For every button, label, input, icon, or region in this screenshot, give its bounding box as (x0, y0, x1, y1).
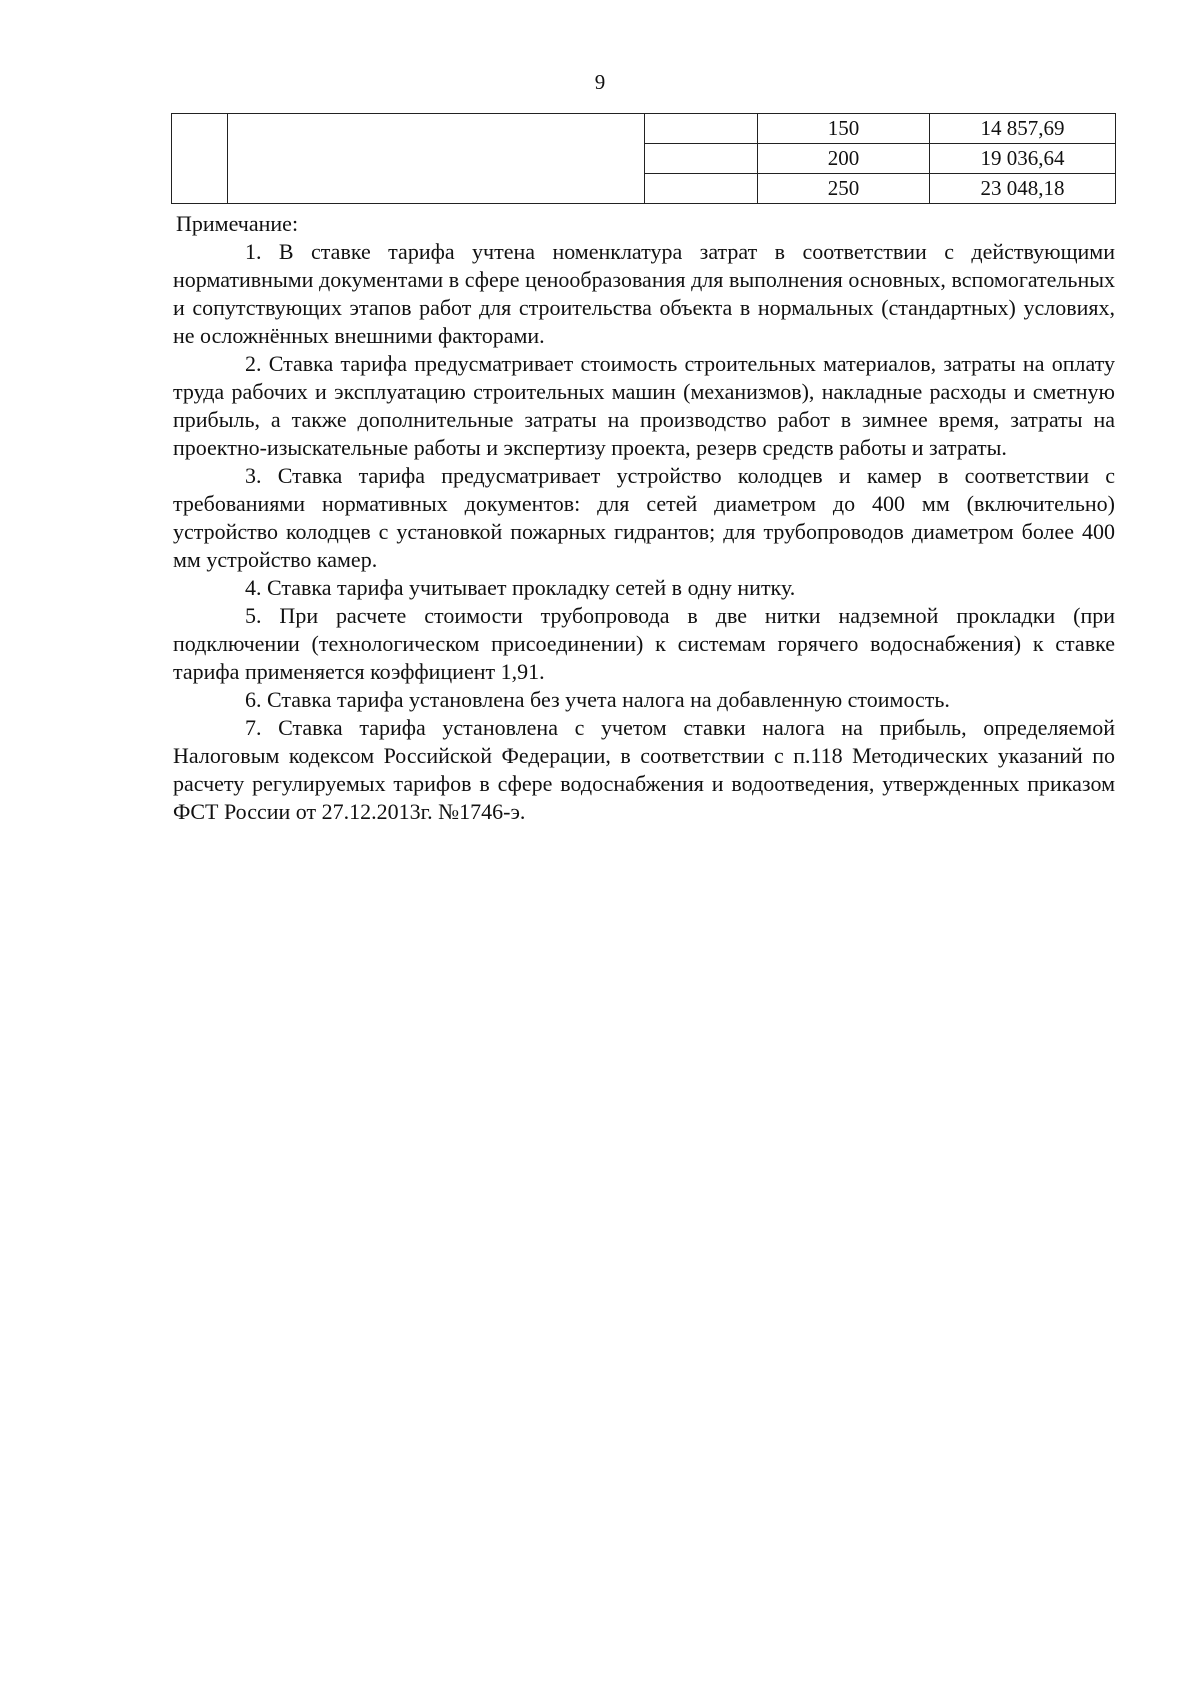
notes-list (173, 238, 1115, 826)
table-cell-price: 19 036,64 (930, 144, 1116, 174)
page-number: 9 (594, 70, 606, 94)
table-cell-price: 23 048,18 (930, 174, 1116, 204)
table-cell-unit (645, 174, 758, 204)
note-item-7: 7. Ставка тарифа установлена с учетом ставки налога на прибыль, определяемой Налоговым кодексом Российской Федерации, в соответствии с п.118 Методических указаний по расчету регулируемых тарифов в сфере водоснабжения и водоотведения, утвержденных приказом ФСТ России от 27.12.2013г. №1746-э. (173, 715, 1115, 824)
table-cell-name (228, 114, 645, 204)
note-item-5: 5. При расчете стоимости трубопровода в две нитки надземной прокладки (при подключении (технологическом присоединении) к системам горячего водоснабжения) к ставке тарифа применяется коэффициент 1,91. (173, 603, 1115, 684)
note-item-1: 1. В ставке тарифа учтена номенклатура затрат в соответствии с действующими нормативными документами в сфере ценообразования для выполнения основных, вспомогательных и сопутствующих этапов работ для строительства объекта в нормальных (стандартных) условиях, не осложнённых внешними факторами. (173, 239, 1115, 348)
table-cell-diameter: 250 (758, 174, 930, 204)
tariff-table (171, 113, 1116, 204)
note-item-3: 3. Ставка тарифа предусматривает устройство колодцев и камер в соответствии с требованиями нормативных документов: для сетей диаметром до 400 мм (включительно) устройство колодцев с установкой пожарных гидрантов; для трубопроводов диаметром более 400 мм устройство камер. (173, 463, 1115, 572)
table-cell-unit (645, 114, 758, 144)
note-item-6: 6. Ставка тарифа установлена без учета налога на добавленную стоимость. (245, 687, 950, 712)
notes-title: Примечание: (176, 211, 299, 236)
note-item-2: 2. Ставка тарифа предусматривает стоимость строительных материалов, затраты на оплату труда рабочих и эксплуатацию строительных машин (механизмов), накладные расходы и сметную прибыль, а также дополнительные затраты на производство работ в зимнее время, затраты на проектно-изыскательные работы и экспертизу проекта, резерв средств работы и затраты. (173, 351, 1115, 460)
note-item-4: 4. Ставка тарифа учитывает прокладку сетей в одну нитку. (245, 575, 796, 600)
table-cell-diameter: 200 (758, 144, 930, 174)
table-cell-diameter: 150 (758, 114, 930, 144)
table-cell-number (172, 114, 228, 204)
table-row (172, 114, 1116, 144)
table-cell-price: 14 857,69 (930, 114, 1116, 144)
table-cell-unit (645, 144, 758, 174)
